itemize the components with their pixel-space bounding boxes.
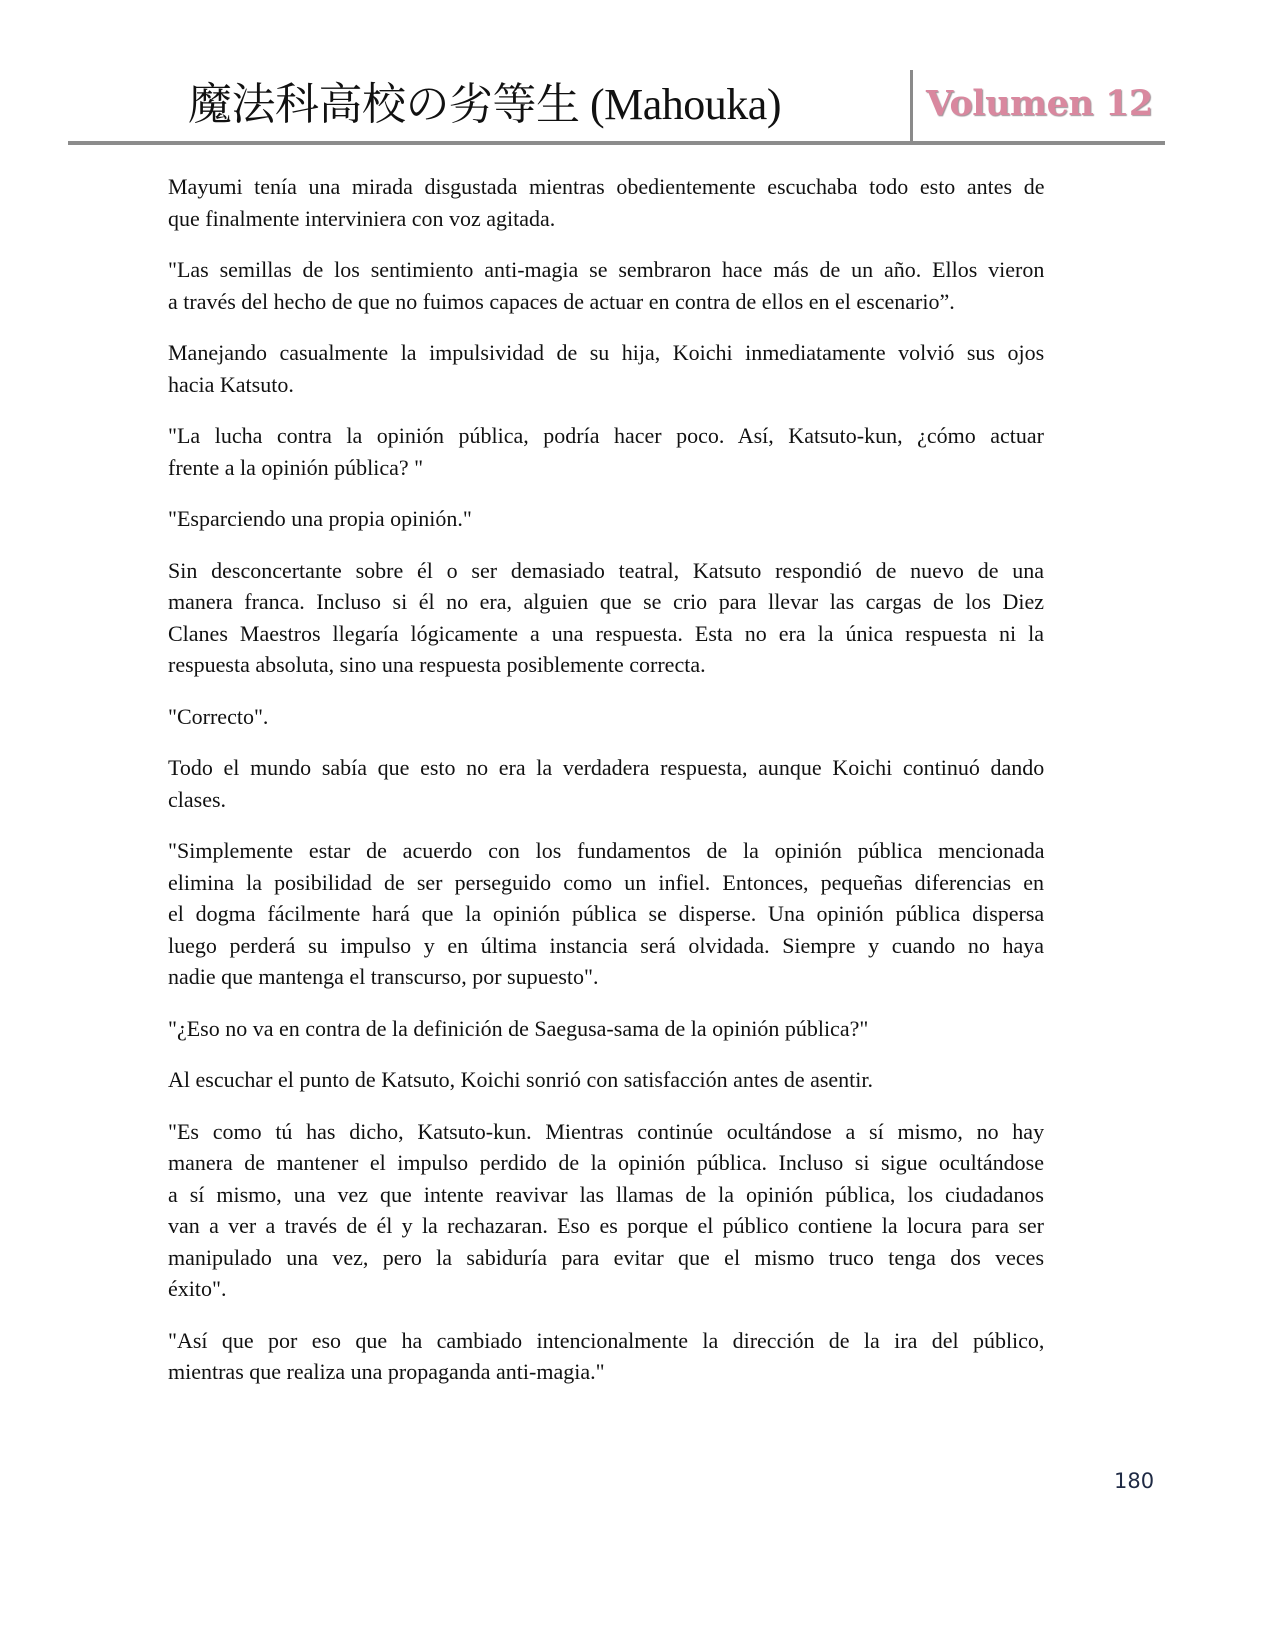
text-line: mientras que realiza una propaganda anti-magia."	[168, 1359, 605, 1384]
paragraph	[168, 503, 1044, 535]
text-line: "Es como tú has dicho, Katsuto-kun. Mientras continúe ocultándose a sí mismo, no hay	[168, 1118, 1045, 1144]
text-line: "¿Eso no va en contra de la definición de Saegusa-sama de la opinión pública?"	[168, 1015, 869, 1041]
text-line: Sin desconcertante sobre él o ser demasiado teatral, Katsuto respondió de nuevo de una	[168, 557, 1044, 583]
text-line: clases.	[168, 786, 227, 812]
paragraph	[168, 254, 1044, 317]
paragraph	[168, 835, 1044, 993]
paragraph	[168, 701, 1044, 733]
header-divider	[910, 70, 913, 142]
text-line: el dogma fácilmente hará que la opinión pública se disperse. Una opinión pública dispersa	[168, 901, 1045, 926]
paragraph	[168, 1325, 1044, 1388]
text-line: "Así que por eso que ha cambiado intencionalmente la dirección de la ira del público,	[168, 1327, 1045, 1353]
text-line: elimina la posibilidad de ser perseguido como un infiel. Entonces, pequeñas diferencias en	[168, 869, 1044, 895]
book-title: 魔法科高校の劣等生 (Mahouka)	[188, 80, 781, 129]
text-line: manera franca. Incluso si él no era, alguien que se crio para llevar las cargas de los Diez	[168, 589, 1044, 614]
volume-label: Volumen 12	[926, 83, 1153, 124]
text-line: Al escuchar el punto de Katsuto, Koichi sonrió con satisfacción antes de asentir.	[168, 1067, 874, 1092]
paragraph	[168, 1064, 1044, 1096]
text-line: Manejando casualmente la impulsividad de su hija, Koichi inmediatamente volvió sus ojos	[168, 340, 1045, 365]
text-line: respuesta absoluta, sino una respuesta posiblemente correcta.	[168, 652, 706, 677]
text-line: "Correcto".	[168, 703, 269, 729]
paragraph	[168, 171, 1044, 234]
text-line: Mayumi tenía una mirada disgustada mientras obedientemente escuchaba todo esto antes de	[168, 174, 1045, 199]
text-line: nadie que mantenga el transcurso, por supuesto".	[168, 964, 599, 989]
text-line: éxito".	[168, 1276, 227, 1301]
page-number: 180	[1114, 1469, 1155, 1493]
text-line: manipulado una vez, pero la sabiduría para evitar que el mismo truco tenga dos veces	[168, 1244, 1045, 1270]
text-line: Todo el mundo sabía que esto no era la verdadera respuesta, aunque Koichi continuó dando	[168, 755, 1045, 780]
paragraph	[168, 555, 1044, 681]
paragraph	[168, 1013, 1044, 1045]
text-line: Clanes Maestros llegaría lógicamente a una respuesta. Esta no era la única respuesta ni la	[168, 620, 1044, 646]
paragraph	[168, 337, 1044, 400]
text-line: "Simplemente estar de acuerdo con los fundamentos de la opinión pública mencionada	[168, 838, 1045, 863]
header-rule	[68, 141, 1165, 145]
text-line: a través del hecho de que no fuimos capaces de actuar en contra de ellos en el escenario”.	[168, 288, 955, 314]
body-text	[168, 171, 1044, 1408]
text-line: "Las semillas de los sentimiento anti-magia se sembraron hace más de un año. Ellos vieron	[168, 257, 1045, 282]
text-line: hacia Katsuto.	[168, 371, 294, 397]
text-line: "Esparciendo una propia opinión."	[168, 506, 472, 531]
paragraph	[168, 1116, 1044, 1305]
paragraph	[168, 752, 1044, 815]
text-line: que finalmente interviniera con voz agitada.	[168, 205, 556, 231]
text-line: manera de mantener el impulso perdido de la opinión pública. Incluso si sigue ocultándose	[168, 1150, 1044, 1175]
text-line: van a ver a través de él y la rechazaran. Eso es porque el público contiene la locura para ser	[168, 1213, 1044, 1238]
text-line: a sí mismo, una vez que intente reavivar las llamas de la opinión pública, los ciudadanos	[168, 1181, 1044, 1207]
paragraph	[168, 420, 1044, 483]
text-line: "La lucha contra la opinión pública, podría hacer poco. Así, Katsuto-kun, ¿cómo actuar	[168, 423, 1044, 448]
text-line: frente a la opinión pública? "	[168, 454, 424, 480]
text-line: luego perderá su impulso y en última instancia será olvidada. Siempre y cuando no haya	[168, 932, 1044, 958]
